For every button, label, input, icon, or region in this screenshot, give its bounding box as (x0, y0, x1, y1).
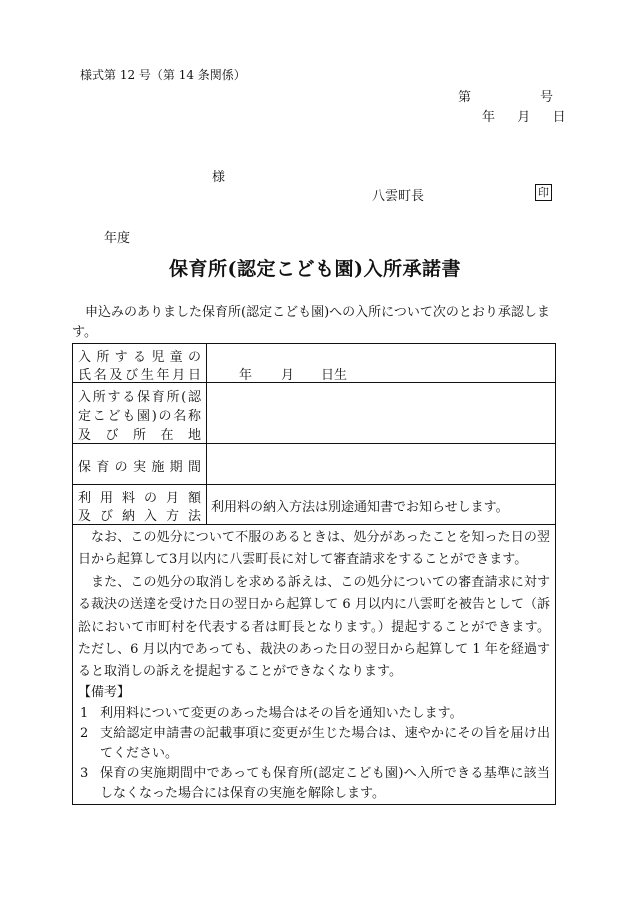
remark-number: 3 (80, 766, 89, 781)
facility-label-line2: 定こども園)の名称 (78, 409, 201, 424)
intro-text (72, 303, 556, 343)
facility-value[interactable] (207, 383, 555, 443)
remark-number: 1 (80, 706, 89, 721)
issue-date-year: 年 (482, 110, 496, 125)
fee-label (73, 485, 207, 524)
document-title: 保育所(認定こども園)入所承諾書 (169, 258, 461, 280)
remarks-section (78, 683, 550, 804)
appeal-notice (78, 527, 550, 684)
notice-paragraph-2: また、この処分の取消しを求める訴えは、この処分についての審査請求に対する裁決の送達を受けた日の翌日から起算して 6 月以内に八雲町を被告として（訴訟において市町村を代表する者は町長となります。）提起することができます。ただし、6 月以内であっても、裁決のあった日の翌日から起算して 1 年を経過すると取消しの訴えを提起することができなくなります。 (78, 574, 550, 680)
dob-month: 月 (281, 368, 295, 383)
child-row (73, 344, 555, 383)
addressee-suffix: 様 (212, 170, 226, 185)
fee-row (73, 485, 555, 525)
document-number-suffix: 号 (540, 90, 554, 105)
facility-row (73, 383, 555, 444)
child-label (73, 344, 207, 382)
remarks-title: 【備考】 (78, 685, 131, 700)
period-label (73, 444, 207, 484)
child-label-line2: 氏名及び生年月日 (78, 368, 201, 383)
dob-year: 年 (239, 368, 253, 383)
facility-label-line1: 入所する保育所(認 (78, 390, 201, 405)
remark-item (78, 724, 550, 764)
period-row (73, 444, 555, 485)
fee-value (207, 485, 555, 524)
fiscal-year-label: 年度 (104, 231, 131, 246)
issue-date (482, 106, 566, 125)
fee-value-text: 利用料の納入方法は別途通知書でお知らせします。 (211, 500, 509, 515)
form-number: 様式第 12 号（第 14 条関係） (80, 68, 246, 82)
fee-label-line1: 利用料の月額 (78, 491, 201, 506)
remark-text: 利用料について変更のあった場合はその旨を通知いたします。 (100, 706, 463, 721)
issuer-name: 八雲町長 (372, 189, 425, 204)
fee-label-line2: 及び納入方法 (78, 509, 201, 524)
period-value[interactable] (207, 444, 555, 484)
remark-item (78, 764, 550, 804)
issue-date-month: 月 (517, 110, 531, 125)
remark-text: 保育の実施期間中であっても保育所(認定こども園)へ入所できる基準に該当しなくなった場合には保育の実施を解除します。 (100, 766, 550, 801)
remark-item (78, 704, 550, 724)
notice-paragraph-1: なお、この処分について不服のあるときは、処分があったことを知った日の翌日から起算して3月以内に八雲町長に対して審査請求をすることができます。 (78, 530, 550, 568)
dob-day: 日生 (321, 368, 348, 383)
approval-form (72, 343, 556, 805)
facility-label (73, 383, 207, 443)
remark-number: 2 (80, 726, 89, 741)
seal-mark: 印 (535, 184, 552, 201)
facility-label-line3: 及び所在地 (78, 428, 201, 443)
child-value[interactable] (207, 344, 555, 382)
intro-sentence: 申込みのありました保育所(認定こども園)への入所について次のとおり承認します。 (72, 305, 550, 340)
remark-text: 支給認定申請書の記載事項に変更が生じた場合は、速やかにその旨を届け出てください。 (100, 726, 550, 761)
child-label-line1: 入所する児童の (78, 350, 201, 365)
period-label-text: 保育の実施期間 (78, 460, 201, 475)
issue-date-day: 日 (552, 110, 566, 125)
document-number-label: 第 (458, 90, 472, 105)
